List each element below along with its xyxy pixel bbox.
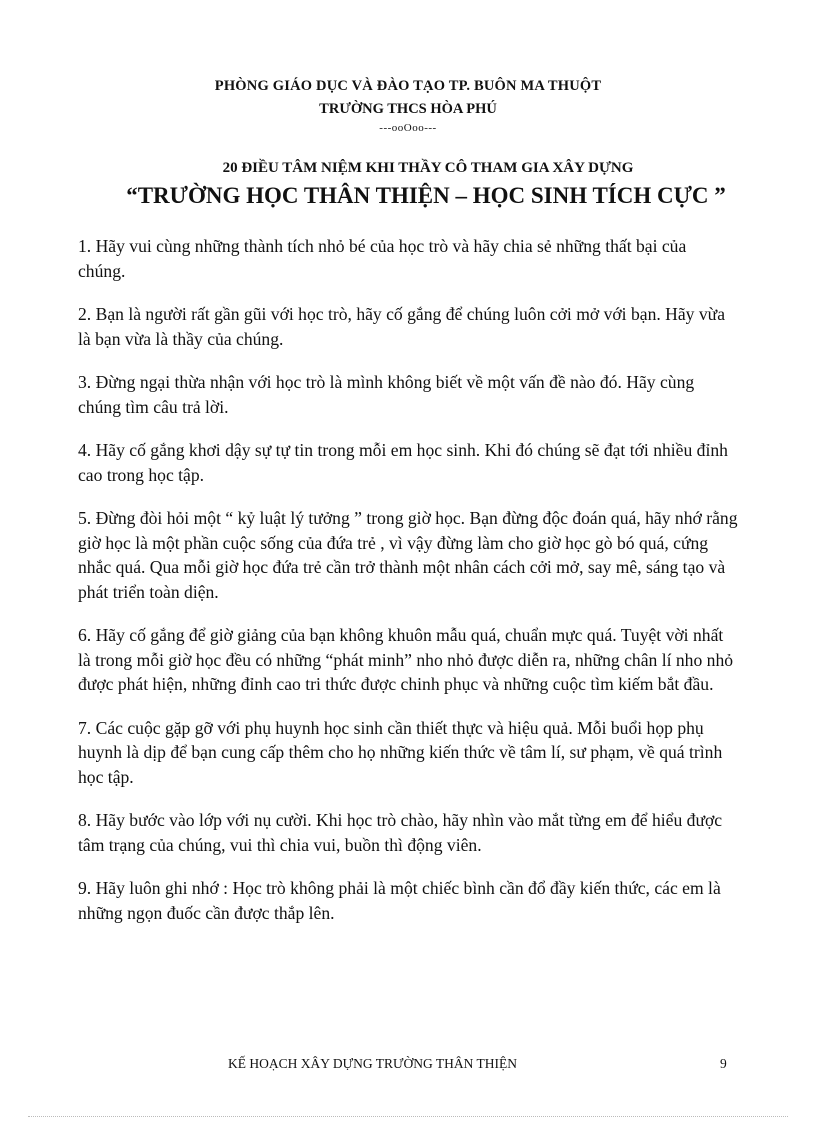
page-number: 9 <box>720 1056 727 1071</box>
list-item: 5. Đừng đòi hỏi một “ kỷ luật lý tưởng ” trong giờ học. Bạn đừng độc đoán quá, hãy nhớ rằng giờ học là một phần cuộc sống của đứa trẻ , vì vậy đừng làm cho giờ học gò bó quá, cứng nhắc quá. Qua mỗi giờ học đứa trẻ cần trở thành một nhân cách cởi mở, say mê, sáng tạo và phát triển toàn diện. <box>78 508 738 602</box>
numbered-list <box>78 234 738 944</box>
list-item: 3. Đừng ngại thừa nhận với học trò là mình không biết về một vấn đề nào đó. Hãy cùng chúng tìm câu trả lời. <box>78 372 695 417</box>
list-item: 6. Hãy cố gắng để giờ giảng của bạn không khuôn mẫu quá, chuẩn mực quá. Tuyệt vời nhất là trong mỗi giờ học đều có những “phát minh” nho nhỏ được diễn ra, những chân lí nho nhỏ được phát hiện, những đỉnh cao tri thức được chinh phục và những cuộc tìm kiếm bắt đầu. <box>78 625 734 694</box>
list-item: 1. Hãy vui cùng những thành tích nhỏ bé của học trò và hãy chia sẻ những thất bại của chúng. <box>78 236 687 281</box>
footer-title: KẾ HOẠCH XÂY DỰNG TRƯỜNG THÂN THIỆN <box>228 1056 517 1071</box>
document-title-line1: 20 ĐIỀU TÂM NIỆM KHI THẦY CÔ THAM GIA XÂY DỰNG <box>222 160 634 176</box>
list-item: 4. Hãy cố gắng khơi dậy sự tự tin trong mỗi em học sinh. Khi đó chúng sẽ đạt tới nhiều đỉnh cao trong học tập. <box>78 440 728 485</box>
list-item: 7. Các cuộc gặp gỡ với phụ huynh học sinh cần thiết thực và hiệu quả. Mỗi buổi họp phụ huynh là dịp để bạn cung cấp thêm cho họ những kiến thức về tâm lí, sư phạm, về quá trình học tập. <box>78 717 723 787</box>
ornament-divider: ---ooOoo--- <box>379 122 437 134</box>
list-item: 8. Hãy bước vào lớp với nụ cười. Khi học trò chào, hãy nhìn vào mắt từng em để hiểu được tâm trạng của chúng, vui thì chia vui, buồn thì động viên. <box>78 810 723 855</box>
list-item: 9. Hãy luôn ghi nhớ : Học trò không phải là một chiếc bình cần đổ đầy kiến thức, các em là những ngọn đuốc cần được thắp lên. <box>78 878 721 923</box>
school-heading: TRƯỜNG THCS HÒA PHÚ <box>319 101 497 117</box>
document-title-line2: “TRƯỜNG HỌC THÂN THIỆN – HỌC SINH TÍCH CỰC ” <box>126 183 726 208</box>
list-item: 2. Bạn là người rất gần gũi với học trò, hãy cố gắng để chúng luôn cởi mở với bạn. Hãy vừa là bạn vừa là thầy của chúng. <box>78 304 726 349</box>
department-heading: PHÒNG GIÁO DỤC VÀ ĐÀO TẠO TP. BUÔN MA THUỘT <box>214 78 602 94</box>
footer-dotted-rule <box>28 1116 788 1117</box>
